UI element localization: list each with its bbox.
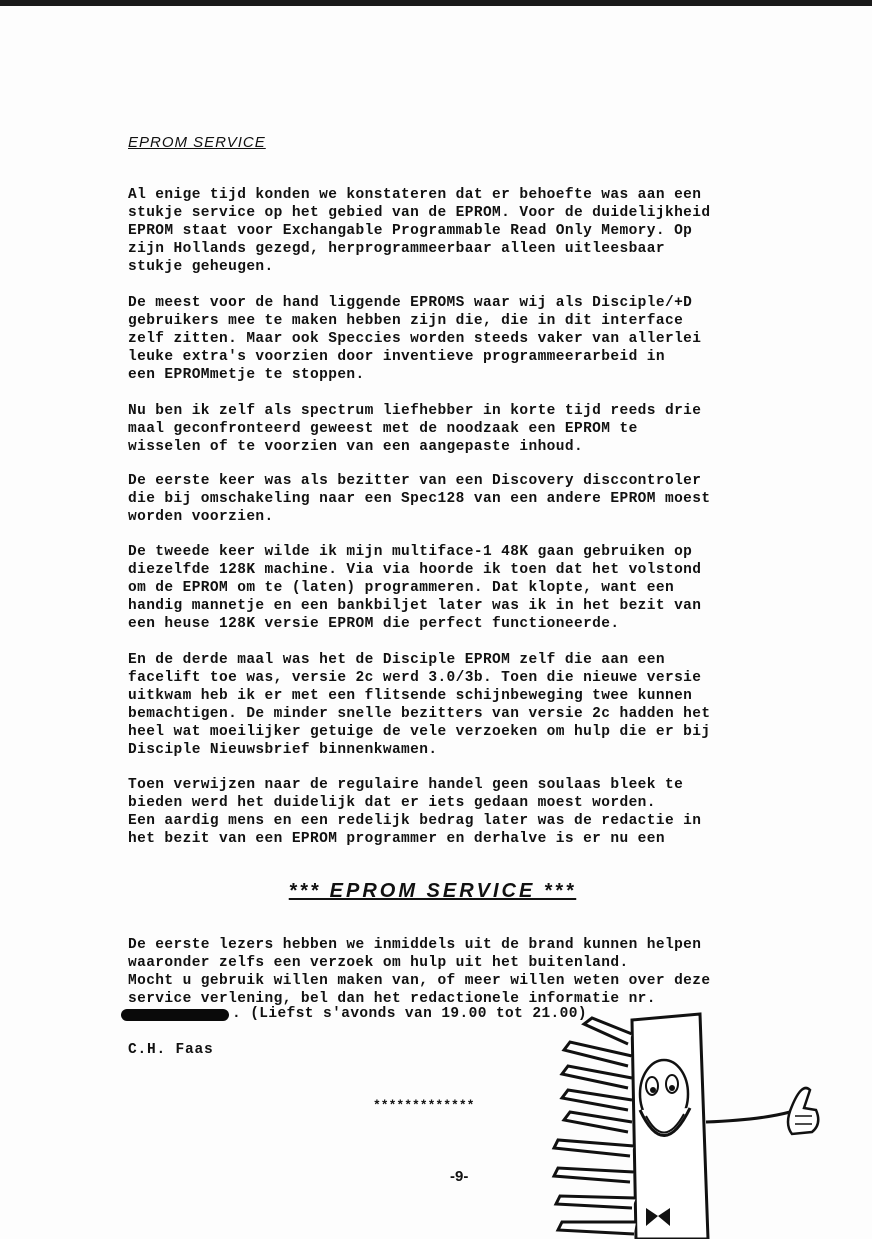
author-name: C.H. Faas: [128, 1042, 214, 1058]
paragraph-second-time: De tweede keer wilde ik mijn multiface-1 48K gaan gebruiken op diezelfde 128K machine. Via via hoorde ik toen dat het volstond om de EPROM om te (laten) programmeren. Dat klopte, want een handig mannetje en een bankbiljet later was ik in het bezit van een heuse 128K versie EPROM die perfect functioneerde.: [128, 544, 702, 632]
star-divider: *************: [373, 1098, 475, 1113]
top-rule: [0, 0, 872, 6]
paragraph-third-time: En de derde maal was het de Disciple EPROM zelf die aan een facelift toe was, versie 2c werd 3.0/3b. Toen die nieuwe versie uitkwam heb ik er met een flitsende schijnbeweging twee kunnen bemachtigen. De minder snelle bezitters van versie 2c hadden het heel wat moeilijker getuige de vele verzoeken om hulp die er bij Disciple Nieuwsbrief binnenkwamen.: [128, 652, 711, 758]
paragraph-intro: Al enige tijd konden we konstateren dat er behoefte was aan een stukje service op het gebied van de EPROM. Voor de duidelijkheid EPROM staat voor Exchangable Programmable Read Only Memory. Op zijn Hollands gezegd, herprogrammeerbaar alleen uitleesbaar stukje geheugen.: [128, 187, 711, 275]
paragraph-first-time: De eerste keer was als bezitter van een Discovery disccontroler die bij omschakeling naar een Spec128 van een andere EPROM moest worden voorzien.: [128, 473, 711, 525]
eprom-chip-cartoon-icon: [540, 1012, 820, 1239]
page-number: -9-: [450, 1168, 469, 1185]
paragraph-conclusion: Toen verwijzen naar de regulaire handel geen soulaas bleek te bieden werd het duidelijk dat er iets gedaan moest worden. Een aardig mens en een redelijk bedrag later was de redactie in het bezit van een EPROM programmer en derhalve is er nu een: [128, 777, 702, 847]
paragraph-closing: De eerste lezers hebben we inmiddels uit de brand kunnen helpen waaronder zelfs een verzoek om hulp uit het buitenland. Mocht u gebruik willen maken van, of meer willen weten over deze service verlening, bel dan het redactionele informatie nr.: [128, 937, 711, 1007]
redacted-phone-number: [121, 1009, 229, 1021]
paragraph-disciple: De meest voor de hand liggende EPROMS waar wij als Disciple/+D gebruikers mee te maken hebben zijn die, die in dit interface zelf zitten. Maar ook Speccies worden steeds vaker van allerlei leuke extra's voorzien door inventieve programmeerarbeid in een EPROMmetje te stoppen.: [128, 295, 702, 383]
article-heading: EPROM SERVICE: [128, 134, 266, 151]
contact-hours: . (Liefst s'avonds van 19.00 tot 21.00): [232, 1006, 587, 1022]
paragraph-three-times: Nu ben ik zelf als spectrum liefhebber in korte tijd reeds drie maal geconfronteerd geweest met de noodzaak een EPROM te wisselen of te voorzien van een aangepaste inhoud.: [128, 403, 702, 455]
service-banner: *** EPROM SERVICE ***: [288, 880, 577, 902]
